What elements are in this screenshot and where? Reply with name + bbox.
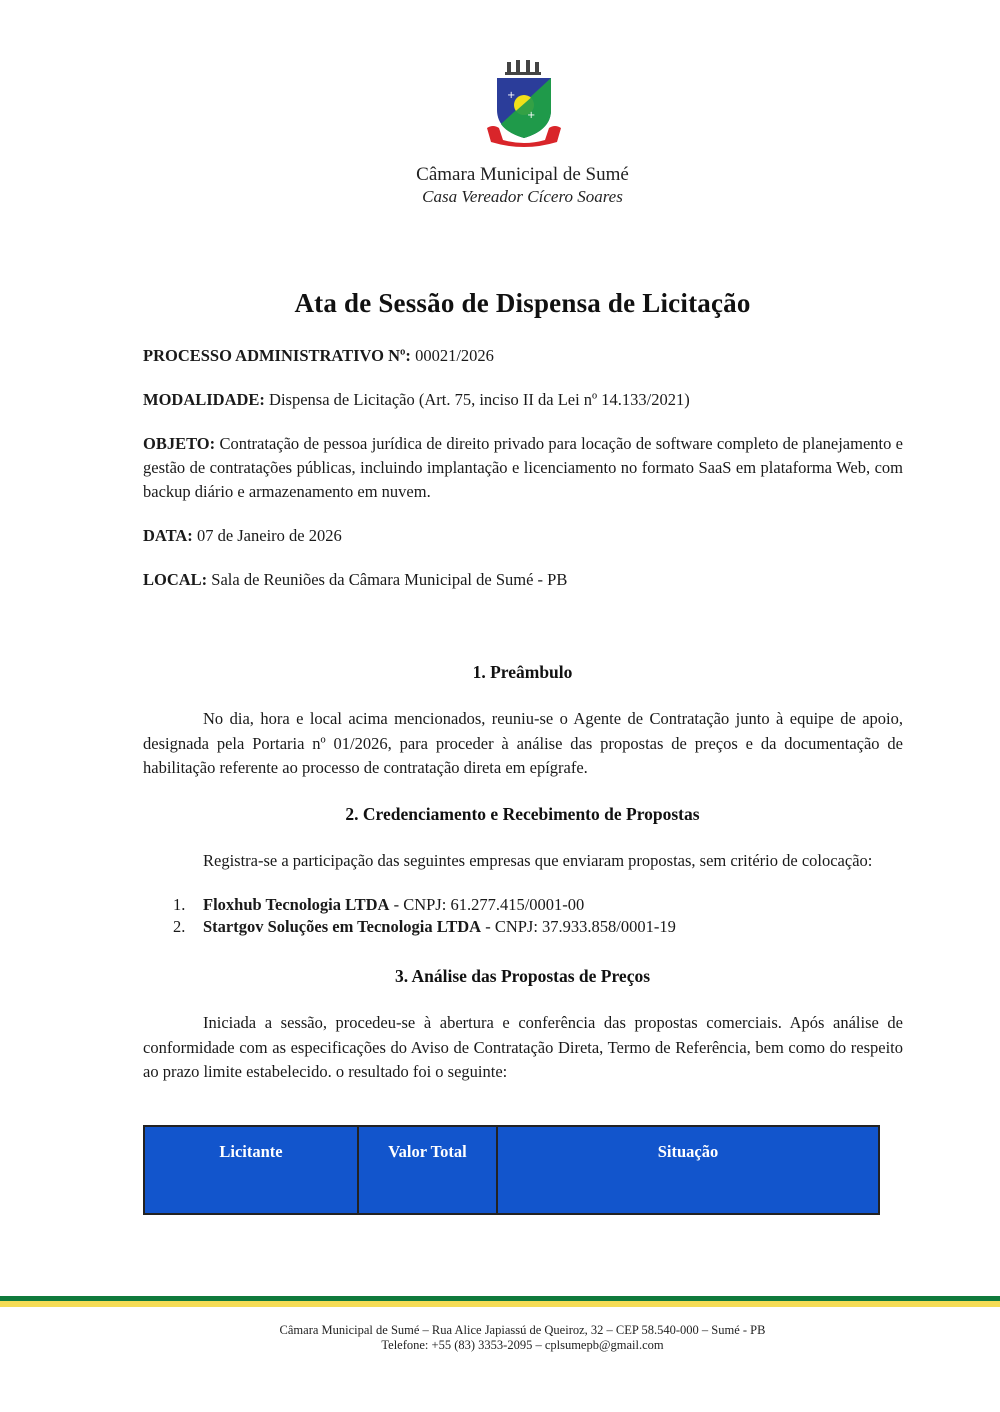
footer-address: Câmara Municipal de Sumé – Rua Alice Japiassú de Queiroz, 32 – CEP 58.540-000 – Sumé - PB	[279, 1323, 766, 1337]
section-text-preambulo: No dia, hora e local acima mencionados, reuniu-se o Agente de Contratação junto à equipe de apoio, designada pela Portaria nº 01/2026, para proceder à análise das propostas de preços e da documentação de habilitação referente ao processo de contratação direta em epígrafe.	[143, 709, 903, 777]
institution-name: Câmara Municipal de Sumé	[416, 164, 629, 185]
column-header-situacao: Situação	[497, 1126, 879, 1214]
section-heading-credenciamento: 2. Credenciamento e Recebimento de Propostas	[345, 804, 700, 824]
field-label: LOCAL:	[143, 570, 208, 589]
field-label: PROCESSO ADMINISTRATIVO Nº:	[143, 346, 411, 365]
field-value: 00021/2026	[415, 346, 494, 365]
company-cnpj: - CNPJ: 61.277.415/0001-00	[389, 895, 585, 914]
institution-subtitle: Casa Vereador Cícero Soares	[422, 187, 623, 206]
field-objeto	[143, 432, 903, 504]
field-processo	[143, 344, 903, 368]
company-list	[173, 894, 873, 938]
field-data	[143, 524, 903, 548]
document-title: Ata de Sessão de Dispensa de Licitação	[294, 288, 751, 318]
list-number: 2.	[173, 917, 186, 936]
table-header-row	[144, 1126, 879, 1214]
company-name: Startgov Soluções em Tecnologia LTDA	[203, 917, 482, 936]
footer-contact: Telefone: +55 (83) 3353-2095 – cplsumepb@gmail.com	[381, 1338, 664, 1352]
field-value: Contratação de pessoa jurídica de direito privado para locação de software completo de planejamento e gestão de contratações públicas, incluindo implantação e licenciamento no formato SaaS em plataforma Web, com backup diário e armazenamento em nuvem.	[143, 434, 904, 501]
field-local	[143, 568, 903, 592]
svg-text:+: +	[507, 90, 516, 101]
list-number: 1.	[173, 895, 186, 914]
field-label: DATA:	[143, 526, 193, 545]
field-modalidade	[143, 388, 903, 412]
coat-of-arms-icon	[485, 58, 563, 150]
section-text-credenciamento: Registra-se a participação das seguintes empresas que enviaram propostas, sem critério de colocação:	[203, 851, 873, 870]
field-value: 07 de Janeiro de 2026	[196, 526, 342, 545]
footer-stripe-yellow	[0, 1301, 1000, 1307]
company-cnpj: - CNPJ: 37.933.858/0001-19	[481, 917, 676, 936]
field-label: OBJETO:	[143, 434, 216, 453]
results-table	[143, 1125, 880, 1215]
section-text-analise: Iniciada a sessão, procedeu-se à abertura e conferência das propostas comerciais. Após análise de conformidade com as especificações do Aviso de Contratação Direta, Termo de Referência, bem como do respeito ao prazo limite estabelecido. o resultado foi o seguinte:	[143, 1013, 903, 1081]
section-heading-preambulo: 1. Preâmbulo	[472, 662, 573, 682]
svg-text:+: +	[527, 110, 536, 121]
field-value: Dispensa de Licitação (Art. 75, inciso II da Lei nº 14.133/2021)	[269, 390, 690, 409]
list-item	[173, 916, 873, 938]
list-item	[173, 894, 873, 916]
column-header-licitante: Licitante	[144, 1126, 358, 1214]
field-value: Sala de Reuniões da Câmara Municipal de Sumé - PB	[211, 570, 568, 589]
column-header-valor-total: Valor Total	[358, 1126, 497, 1214]
section-heading-analise: 3. Análise das Propostas de Preços	[394, 966, 651, 986]
company-name: Floxhub Tecnologia LTDA	[203, 895, 390, 914]
field-label: MODALIDADE:	[143, 390, 265, 409]
